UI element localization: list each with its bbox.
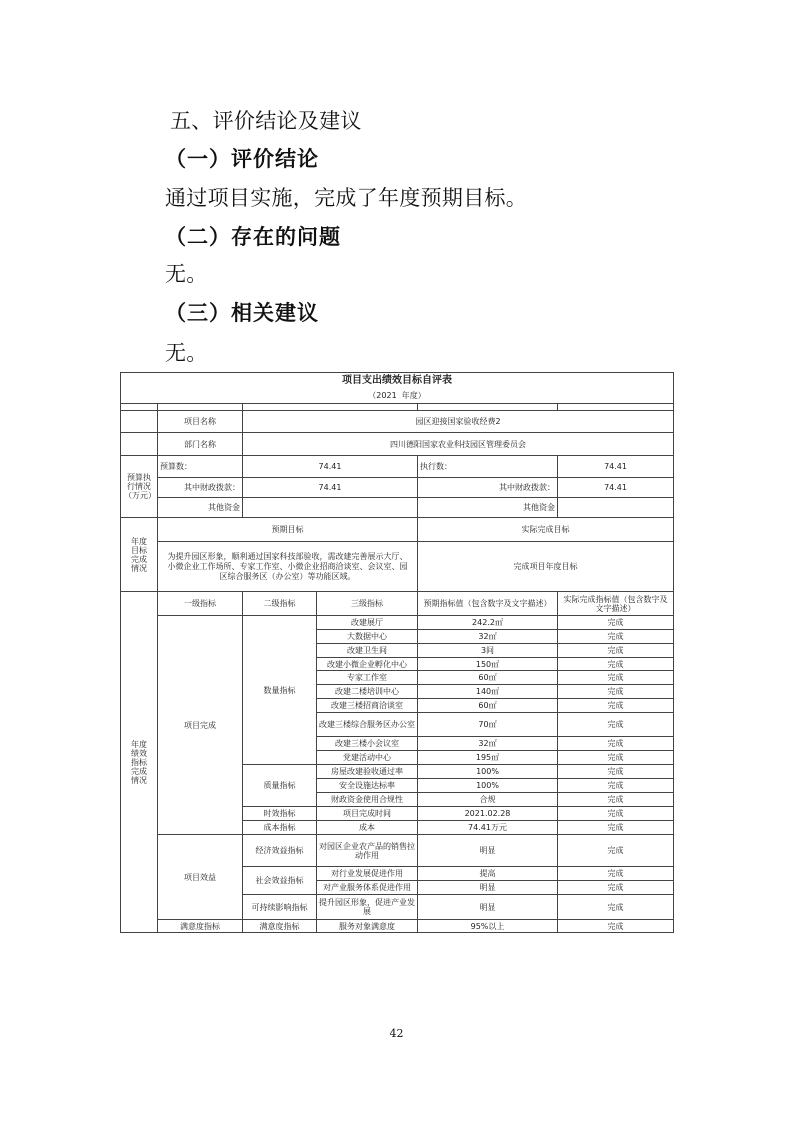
- indicator-name: 房屋改建验收通过率: [317, 765, 418, 779]
- indicator-expected: 100%: [418, 765, 558, 779]
- indicator-expected: 150㎡: [418, 658, 558, 671]
- section-heading: 五、评价结论及建议: [170, 109, 362, 133]
- indicators-section-label: 年度绩效指标完成情况: [121, 592, 158, 933]
- level1-satisfaction: 满意度指标: [158, 920, 243, 933]
- expected-goal-text: 为提升园区形象，顺利通过国家科技部验收，需改建完善展示大厅、小微企业工作场所、专家工作室、小微企业招商洽谈室、会议室、园区综合服务区（办公室）等功能区域。: [158, 542, 418, 592]
- indicator-expected: 32㎡: [418, 630, 558, 644]
- indicator-expected: 2021.02.28: [418, 807, 558, 821]
- fiscal-budget-label: 其中财政拨款：: [158, 478, 243, 498]
- level2-quality: 质量指标: [243, 765, 317, 807]
- column-header: 三级指标: [317, 592, 418, 616]
- indicator-name: 专家工作室: [317, 671, 418, 685]
- budget-label: 预算数：: [158, 456, 243, 478]
- level2-economic: 经济效益指标: [243, 835, 317, 867]
- indicator-name: 提升园区形象，促进产业发展: [317, 895, 418, 920]
- other-executed-value: [558, 498, 674, 518]
- indicator-actual: 完成: [558, 737, 674, 751]
- indicator-name: 党建活动中心: [317, 751, 418, 765]
- indicator-name: 对行业发展促进作用: [317, 867, 418, 881]
- executed-label: 执行数：: [418, 456, 558, 478]
- indicator-name: 改建三楼小会议室: [317, 737, 418, 751]
- level2-cost: 成本指标: [243, 821, 317, 835]
- indicator-expected: 195㎡: [418, 751, 558, 765]
- indicator-name: 对产业服务体系促进作用: [317, 881, 418, 895]
- level2-timeliness: 时效指标: [243, 807, 317, 821]
- level2-quantity: 数量指标: [243, 616, 317, 765]
- suggestions-text: 无。: [165, 341, 208, 365]
- indicator-name: 改建三楼招商洽谈室: [317, 699, 418, 713]
- actual-goal-header: 实际完成目标: [418, 518, 674, 542]
- indicator-actual: 完成: [558, 751, 674, 765]
- indicator-actual: 完成: [558, 713, 674, 737]
- conclusion-heading: （一）评价结论: [165, 146, 319, 171]
- indicator-expected: 32㎡: [418, 737, 558, 751]
- indicator-expected: 74.41万元: [418, 821, 558, 835]
- indicator-name: 财政资金使用合规性: [317, 793, 418, 807]
- fiscal-executed-label: 其中财政拨款：: [418, 478, 558, 498]
- budget-value: 74.41: [243, 456, 418, 478]
- indicator-actual: 完成: [558, 920, 674, 933]
- blank-cell: [158, 404, 243, 411]
- indicator-expected: 95%以上: [418, 920, 558, 933]
- column-header: 预期指标值（包含数字及文字描述）: [418, 592, 558, 616]
- indicator-expected: 明显: [418, 881, 558, 895]
- other-budget-label: 其他资金: [158, 498, 243, 518]
- page-number: 42: [389, 1027, 404, 1040]
- indicator-actual: 完成: [558, 671, 674, 685]
- indicator-actual: 完成: [558, 765, 674, 779]
- indicator-actual: 完成: [558, 644, 674, 658]
- other-executed-label: 其他资金: [418, 498, 558, 518]
- level2-satisfaction: 满意度指标: [243, 920, 317, 933]
- budget-section-label: 预算执行情况（万元）: [121, 456, 158, 518]
- table-title: 项目支出绩效目标自评表: [121, 373, 674, 389]
- column-header: 一级指标: [158, 592, 243, 616]
- indicator-expected: 70㎡: [418, 713, 558, 737]
- indicator-actual: 完成: [558, 821, 674, 835]
- level1-project-completion: 项目完成: [158, 616, 243, 835]
- indicator-name: 改建小微企业孵化中心: [317, 658, 418, 671]
- level2-social: 社会效益指标: [243, 867, 317, 895]
- indicator-actual: 完成: [558, 793, 674, 807]
- other-budget-value: [243, 498, 418, 518]
- indicator-expected: 242.2㎡: [418, 616, 558, 630]
- indicator-name: 安全设施达标率: [317, 779, 418, 793]
- indicator-actual: 完成: [558, 881, 674, 895]
- performance-table: [120, 372, 674, 933]
- fiscal-budget-value: 74.41: [243, 478, 418, 498]
- department-value: 四川德阳国家农业科技园区管理委员会: [243, 433, 674, 456]
- indicator-expected: 明显: [418, 895, 558, 920]
- indicator-name: 改建二楼培训中心: [317, 685, 418, 699]
- suggestions-heading: （三）相关建议: [165, 300, 319, 325]
- indicator-expected: 3间: [418, 644, 558, 658]
- executed-value: 74.41: [558, 456, 674, 478]
- expected-goal-header: 预期目标: [158, 518, 418, 542]
- indicator-expected: 明显: [418, 835, 558, 867]
- table-year: （2021 年度）: [121, 389, 674, 404]
- indicator-name: 对园区企业农产品的销售拉动作用: [317, 835, 418, 867]
- column-header: 实际完成指标值（包含数字及文字描述）: [558, 592, 674, 616]
- indicator-actual: 完成: [558, 699, 674, 713]
- department-label: 部门名称: [158, 433, 243, 456]
- indicator-actual: 完成: [558, 807, 674, 821]
- indicator-name: 改建三楼综合服务区办公室: [317, 713, 418, 737]
- indicator-actual: 完成: [558, 685, 674, 699]
- indicator-actual: 完成: [558, 867, 674, 881]
- indicator-name: 改建展厅: [317, 616, 418, 630]
- performance-table-container: [120, 372, 673, 933]
- project-name-value: 园区迎接国家验收经费2: [243, 411, 674, 433]
- indicator-expected: 60㎡: [418, 699, 558, 713]
- indicator-name: 成本: [317, 821, 418, 835]
- indicator-expected: 140㎡: [418, 685, 558, 699]
- blank-cell: [558, 404, 674, 411]
- project-name-label: 项目名称: [158, 411, 243, 433]
- level2-sustainability: 可持续影响指标: [243, 895, 317, 920]
- blank-cell: [121, 411, 158, 433]
- indicator-actual: 完成: [558, 895, 674, 920]
- issues-text: 无。: [165, 262, 208, 286]
- fiscal-executed-value: 74.41: [558, 478, 674, 498]
- indicator-name: 改建卫生间: [317, 644, 418, 658]
- indicator-name: 大数据中心: [317, 630, 418, 644]
- issues-heading: （二）存在的问题: [165, 224, 341, 249]
- indicator-actual: 完成: [558, 835, 674, 867]
- indicator-name: 服务对象满意度: [317, 920, 418, 933]
- indicator-actual: 完成: [558, 616, 674, 630]
- level1-project-benefit: 项目效益: [158, 835, 243, 920]
- indicator-actual: 完成: [558, 658, 674, 671]
- conclusion-text: 通过项目实施，完成了年度预期目标。: [165, 186, 528, 210]
- goals-section-label: 年度目标完成情况: [121, 518, 158, 592]
- blank-cell: [121, 404, 158, 411]
- blank-cell: [121, 433, 158, 456]
- indicator-expected: 100%: [418, 779, 558, 793]
- indicator-expected: 提高: [418, 867, 558, 881]
- actual-goal-text: 完成项目年度目标: [418, 542, 674, 592]
- indicator-expected: 60㎡: [418, 671, 558, 685]
- blank-cell: [243, 404, 418, 411]
- indicator-name: 项目完成时间: [317, 807, 418, 821]
- blank-cell: [418, 404, 558, 411]
- indicator-expected: 合规: [418, 793, 558, 807]
- indicator-actual: 完成: [558, 779, 674, 793]
- column-header: 二级指标: [243, 592, 317, 616]
- indicator-actual: 完成: [558, 630, 674, 644]
